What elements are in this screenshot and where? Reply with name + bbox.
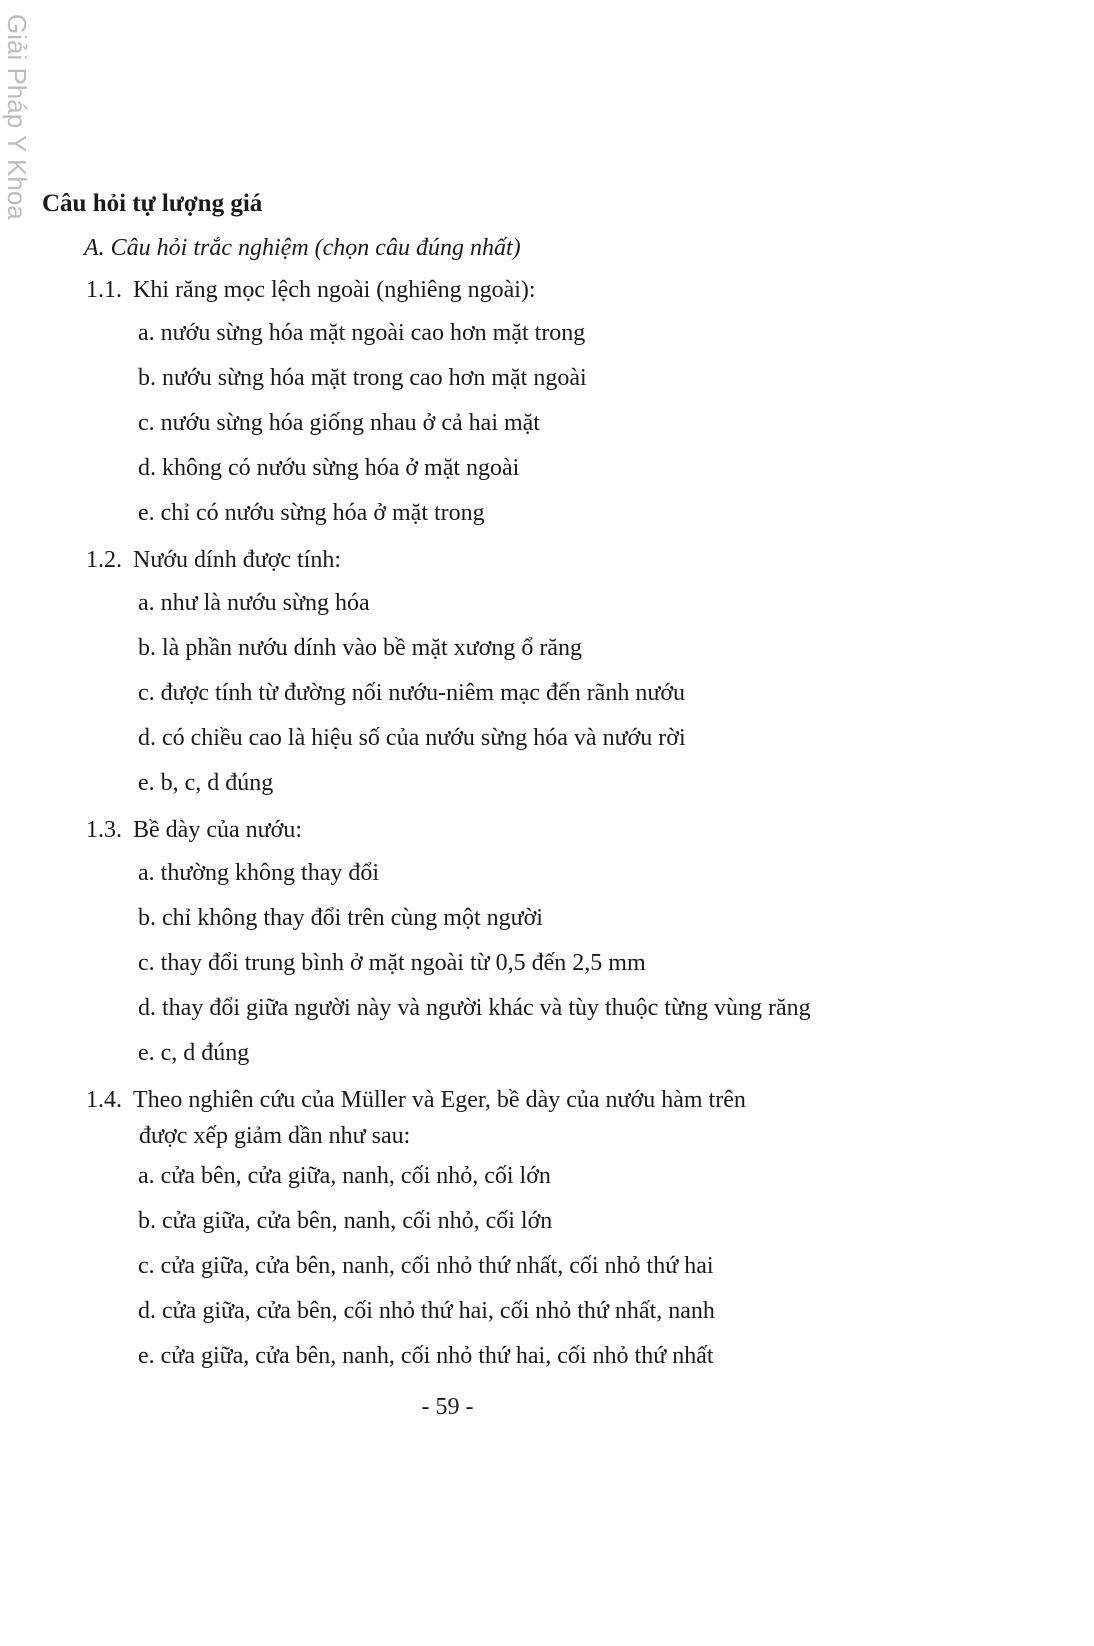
option-1-1-e: e. chỉ có nướu sừng hóa ở mặt trong	[138, 500, 485, 526]
option-1-3-a: a. thường không thay đổi	[138, 860, 380, 886]
watermark-text: Giải Pháp Y Khoa	[2, 14, 32, 220]
option-1-2-c: c. được tính từ đường nối nướu-niêm mạc đến rãnh nướu	[138, 680, 686, 706]
option-1-4-d: d. cửa giữa, cửa bên, cối nhỏ thứ hai, cối nhỏ thứ nhất, nanh	[138, 1298, 715, 1324]
option-1-4-b: b. cửa giữa, cửa bên, nanh, cối nhỏ, cối lớn	[138, 1208, 553, 1234]
option-1-4-e: e. cửa giữa, cửa bên, nanh, cối nhỏ thứ hai, cối nhỏ thứ nhất	[138, 1343, 714, 1369]
option-1-1-c: c. nướu sừng hóa giống nhau ở cả hai mặt	[138, 410, 540, 436]
question-number: 1.3.	[86, 817, 122, 843]
question-number: 1.2.	[86, 547, 122, 573]
option-1-4-c: c. cửa giữa, cửa bên, nanh, cối nhỏ thứ nhất, cối nhỏ thứ hai	[138, 1253, 714, 1279]
option-1-3-b: b. chỉ không thay đổi trên cùng một người	[138, 905, 543, 931]
question-1-4	[86, 1082, 886, 1154]
option-1-3-d: d. thay đổi giữa người này và người khác và tùy thuộc từng vùng răng	[138, 995, 811, 1021]
option-1-1-d: d. không có nướu sừng hóa ở mặt ngoài	[138, 455, 520, 481]
question-1-1	[86, 272, 886, 308]
page-number: - 59 -	[421, 1394, 474, 1420]
question-1-3	[86, 812, 886, 848]
option-1-2-e: e. b, c, d đúng	[138, 770, 274, 796]
question-text: Bề dày của nướu:	[133, 817, 302, 843]
option-1-3-e: e. c, d đúng	[138, 1040, 250, 1066]
section-heading: Câu hỏi tự lượng giá	[42, 190, 263, 217]
option-1-2-a: a. như là nướu sừng hóa	[138, 590, 370, 616]
option-1-2-b: b. là phần nướu dính vào bề mặt xương ổ răng	[138, 635, 582, 661]
question-1-2	[86, 542, 886, 578]
question-text: Nướu dính được tính:	[133, 547, 342, 573]
option-1-1-a: a. nướu sừng hóa mặt ngoài cao hơn mặt trong	[138, 320, 586, 346]
question-text-continued: được xếp giảm dần như sau:	[139, 1123, 411, 1149]
option-1-1-b: b. nướu sừng hóa mặt trong cao hơn mặt ngoài	[138, 365, 587, 391]
option-1-3-c: c. thay đổi trung bình ở mặt ngoài từ 0,5 đến 2,5 mm	[138, 950, 646, 976]
option-1-2-d: d. có chiều cao là hiệu số của nướu sừng hóa và nướu rời	[138, 725, 686, 751]
option-1-4-a: a. cửa bên, cửa giữa, nanh, cối nhỏ, cối lớn	[138, 1163, 551, 1189]
question-number: 1.4.	[86, 1087, 122, 1113]
section-subheading: A. Câu hỏi trắc nghiệm (chọn câu đúng nhất)	[84, 235, 521, 261]
question-text: Khi răng mọc lệch ngoài (nghiêng ngoài):	[133, 277, 536, 303]
question-text: Theo nghiên cứu của Müller và Eger, bề dày của nướu hàm trên	[133, 1087, 746, 1113]
question-number: 1.1.	[86, 277, 122, 303]
